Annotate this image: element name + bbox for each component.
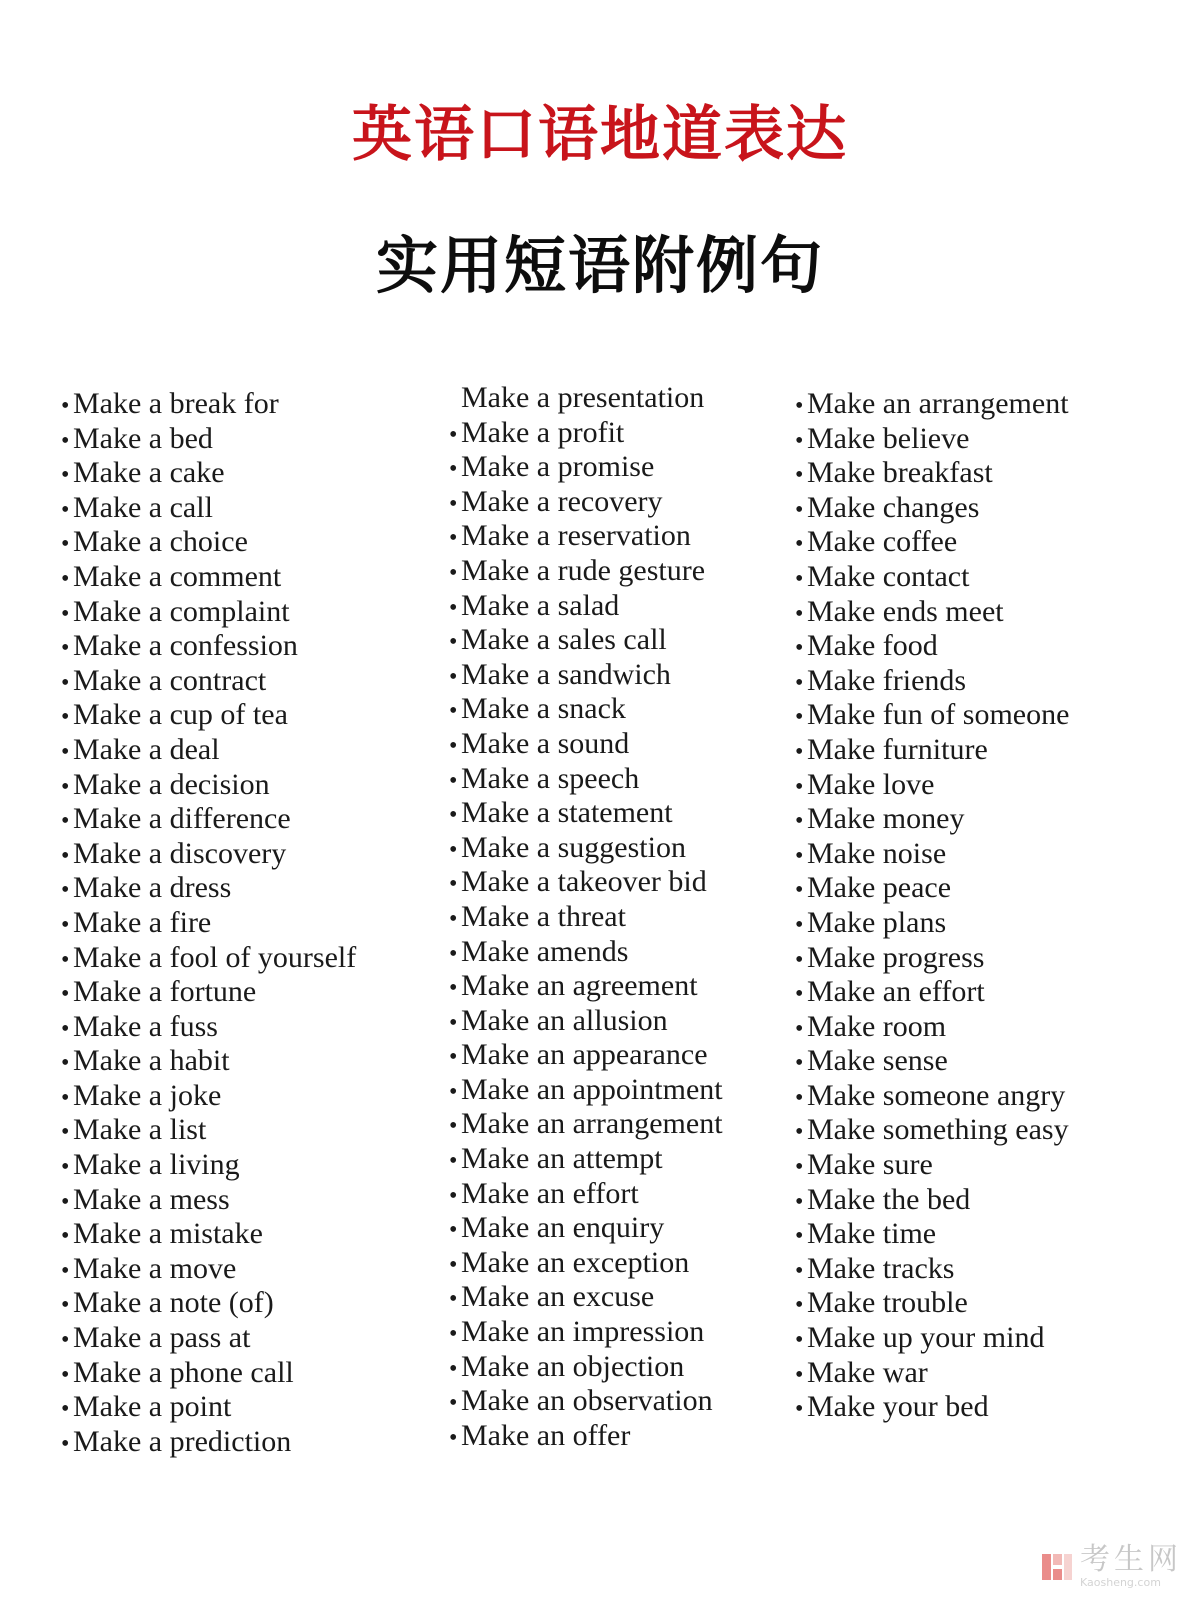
phrase-item <box>795 1287 1069 1322</box>
phrase-text: Make up your mind <box>807 1321 1045 1355</box>
bullet-icon: • <box>449 525 458 552</box>
bullet-icon: • <box>449 1148 458 1175</box>
bullet-icon: • <box>449 1009 458 1036</box>
page-subtitle: 实用短语附例句 <box>375 229 824 302</box>
bullet-icon: • <box>61 669 70 696</box>
phrase-text: Make a prediction <box>73 1424 292 1458</box>
phrase-item <box>449 1178 723 1213</box>
bullet-icon: • <box>795 1119 804 1146</box>
bullet-icon: • <box>449 559 458 586</box>
bullet-icon: • <box>61 1084 70 1111</box>
phrase-text: Make a recovery <box>461 484 663 518</box>
phrase-item <box>449 417 723 452</box>
phrase-text: Make a profit <box>461 415 625 449</box>
phrase-text: Make a sandwich <box>461 657 671 691</box>
phrase-text: Make a list <box>73 1113 207 1147</box>
phrase-item <box>795 1045 1069 1080</box>
phrase-text: Make a fortune <box>73 975 257 1009</box>
phrase-item <box>795 1218 1069 1253</box>
phrase-item <box>449 728 723 763</box>
phrase-item <box>795 457 1069 492</box>
phrase-text: Make a pass at <box>73 1321 251 1355</box>
bullet-icon: • <box>61 1050 70 1077</box>
phrase-text: Make war <box>807 1355 928 1389</box>
phrase-item <box>449 763 723 798</box>
phrase-text: Make a phone call <box>73 1355 294 1389</box>
bullet-icon: • <box>795 1396 804 1423</box>
bullet-icon: • <box>449 871 458 898</box>
bullet-icon: • <box>795 393 804 419</box>
phrase-item <box>795 1149 1069 1184</box>
phrase-text: Make a snack <box>461 692 626 726</box>
phrase-item <box>61 838 356 873</box>
phrase-item <box>449 832 723 867</box>
phrase-item <box>795 734 1069 769</box>
phrase-item <box>449 659 723 694</box>
phrase-item <box>61 1011 356 1046</box>
bullet-icon: • <box>61 1361 70 1388</box>
phrase-item <box>795 907 1069 942</box>
phrase-item <box>61 665 356 700</box>
bullet-icon: • <box>449 732 458 759</box>
phrase-text: Make a break for <box>73 387 279 420</box>
phrase-text: Make an enquiry <box>461 1211 665 1245</box>
watermark-name: 考生网 <box>1080 1542 1182 1577</box>
bullet-icon: • <box>449 1217 458 1244</box>
phrase-item <box>449 1385 723 1420</box>
phrase-item <box>795 630 1069 665</box>
phrase-column-3 <box>795 388 1069 1426</box>
phrase-text: Make a salad <box>461 588 620 622</box>
phrase-item <box>61 942 356 977</box>
phrase-item <box>795 423 1069 458</box>
phrase-text: Make plans <box>807 905 947 939</box>
phrase-text: Make the bed <box>807 1182 971 1216</box>
bullet-icon: • <box>61 946 70 973</box>
bullet-icon: • <box>61 1292 70 1319</box>
bullet-icon: • <box>61 1119 70 1146</box>
phrase-item <box>61 1045 356 1080</box>
bullet-icon: • <box>449 767 458 794</box>
bullet-icon: • <box>449 802 458 829</box>
phrase-item <box>449 1351 723 1386</box>
bullet-icon: • <box>795 1050 804 1077</box>
phrase-item <box>449 1039 723 1074</box>
phrase-item <box>61 872 356 907</box>
phrase-item <box>795 699 1069 734</box>
phrase-item <box>449 451 723 486</box>
bullet-icon: • <box>449 629 458 656</box>
phrase-item <box>449 1005 723 1040</box>
phrase-item <box>795 872 1069 907</box>
phrase-item <box>795 942 1069 977</box>
bullet-icon: • <box>449 1390 458 1417</box>
phrase-item <box>449 866 723 901</box>
phrase-item <box>795 976 1069 1011</box>
phrase-text: Make love <box>807 767 935 801</box>
phrase-text: Make amends <box>461 934 629 968</box>
phrase-item <box>449 486 723 521</box>
phrase-text: Make an attempt <box>461 1142 663 1176</box>
phrase-text: Make contact <box>807 559 970 593</box>
phrase-item <box>61 803 356 838</box>
phrase-text: Make an arrangement <box>461 1107 723 1141</box>
phrase-text: Make a fuss <box>73 1009 218 1043</box>
phrase-item <box>61 1080 356 1115</box>
phrase-text: Make a mess <box>73 1182 230 1216</box>
phrase-item <box>61 388 356 423</box>
bullet-icon: • <box>795 808 804 835</box>
bullet-icon: • <box>61 393 70 419</box>
phrase-item <box>61 1391 356 1426</box>
phrase-item <box>449 382 723 417</box>
phrase-item <box>449 1108 723 1143</box>
phrase-item <box>795 492 1069 527</box>
phrase-text: Make an appearance <box>461 1038 708 1072</box>
bullet-icon: • <box>795 877 804 904</box>
phrase-item <box>61 457 356 492</box>
phrase-text: Make someone angry <box>807 1078 1066 1112</box>
phrase-text: Make breakfast <box>807 456 993 490</box>
phrase-item <box>795 1391 1069 1426</box>
phrase-item <box>61 734 356 769</box>
bullet-icon: • <box>61 877 70 904</box>
bullet-icon: • <box>61 565 70 592</box>
phrase-text: Make money <box>807 802 965 836</box>
phrase-item <box>449 693 723 728</box>
phrase-item <box>449 590 723 625</box>
phrase-text: Make a fire <box>73 905 212 939</box>
phrase-item <box>61 907 356 942</box>
phrase-text: Make time <box>807 1217 937 1251</box>
bullet-icon: • <box>61 600 70 627</box>
phrase-item <box>449 1281 723 1316</box>
phrase-text: Make a rude gesture <box>461 553 706 587</box>
phrase-text: Make a fool of yourself <box>73 940 357 974</box>
bullet-icon: • <box>61 1430 70 1457</box>
bullet-icon: • <box>795 669 804 696</box>
bullet-icon: • <box>61 842 70 869</box>
bullet-icon: • <box>795 1084 804 1111</box>
phrase-item <box>61 769 356 804</box>
phrase-item <box>795 561 1069 596</box>
bullet-icon: • <box>795 427 804 454</box>
phrase-text: Make room <box>807 1009 947 1043</box>
phrase-text: Make a point <box>73 1390 232 1424</box>
phrase-item <box>449 797 723 832</box>
bullet-icon: • <box>795 738 804 765</box>
phrase-text: Make a sound <box>461 726 630 760</box>
phrase-text: Make a sales call <box>461 623 667 657</box>
bullet-icon: • <box>795 1223 804 1250</box>
phrase-item <box>61 492 356 527</box>
bullet-icon: • <box>449 1355 458 1382</box>
phrase-item <box>795 1011 1069 1046</box>
phrase-text: Make a deal <box>73 732 220 766</box>
phrase-item <box>61 1184 356 1219</box>
bullet-icon: • <box>795 1257 804 1284</box>
phrase-item <box>61 526 356 561</box>
bullet-icon: • <box>61 1188 70 1215</box>
bullet-icon: • <box>61 704 70 731</box>
phrase-item <box>61 1253 356 1288</box>
phrase-text: Make noise <box>807 836 947 870</box>
phrase-item <box>449 1247 723 1282</box>
phrase-item <box>795 769 1069 804</box>
bullet-icon: • <box>795 600 804 627</box>
bullet-icon: • <box>61 738 70 765</box>
phrase-text: Make a call <box>73 490 213 524</box>
phrase-text: Make an agreement <box>461 969 698 1003</box>
phrase-item <box>449 1316 723 1351</box>
bullet-icon: • <box>61 496 70 523</box>
phrase-text: Make a reservation <box>461 519 691 553</box>
phrase-text: Make an objection <box>461 1349 685 1383</box>
phrase-text: Make a speech <box>461 761 640 795</box>
phrase-text: Make a threat <box>461 899 626 933</box>
phrase-item <box>795 1322 1069 1357</box>
bullet-icon: • <box>61 981 70 1008</box>
phrase-text: Make a decision <box>73 767 270 801</box>
phrase-item <box>449 1212 723 1247</box>
phrase-text: Make an effort <box>461 1176 639 1210</box>
bullet-icon: • <box>61 911 70 938</box>
page-title: 英语口语地道表达 <box>352 100 848 170</box>
phrase-item <box>449 555 723 590</box>
bullet-icon: • <box>61 427 70 454</box>
phrase-text: Make an appointment <box>461 1072 723 1106</box>
bullet-icon: • <box>61 1223 70 1250</box>
site-logo-icon <box>1040 1550 1074 1584</box>
bullet-icon: • <box>795 1188 804 1215</box>
bullet-icon: • <box>449 456 458 483</box>
phrase-text: Make a complaint <box>73 594 290 628</box>
bullet-icon: • <box>795 635 804 662</box>
phrase-column-1 <box>61 388 356 1460</box>
phrase-text: Make fun of someone <box>807 698 1070 732</box>
phrase-text: Make a bed <box>73 421 213 455</box>
phrase-item <box>61 1357 356 1392</box>
phrase-text: Make a comment <box>73 559 282 593</box>
watermark-url: Kaosheng.com <box>1080 1576 1161 1589</box>
bullet-icon: • <box>795 911 804 938</box>
phrase-text: Make changes <box>807 490 980 524</box>
phrase-item <box>795 1184 1069 1219</box>
phrase-text: Make a discovery <box>73 836 287 870</box>
bullet-icon: • <box>449 421 458 448</box>
phrase-text: Make friends <box>807 663 967 697</box>
bullet-icon: • <box>795 1361 804 1388</box>
phrase-text: Make a joke <box>73 1078 222 1112</box>
phrase-item <box>61 596 356 631</box>
phrase-item <box>61 630 356 665</box>
phrase-text: Make a cup of tea <box>73 698 288 732</box>
bullet-icon: • <box>795 565 804 592</box>
bullet-icon: • <box>61 1154 70 1181</box>
bullet-icon: • <box>795 462 804 489</box>
phrase-item <box>61 1426 356 1461</box>
bullet-icon: • <box>449 1251 458 1278</box>
phrase-text: Make a contract <box>73 663 267 697</box>
bullet-icon: • <box>449 698 458 725</box>
phrase-item <box>61 1322 356 1357</box>
phrase-text: Make an observation <box>461 1384 713 1418</box>
bullet-icon: • <box>795 1015 804 1042</box>
phrase-item <box>795 596 1069 631</box>
bullet-icon: • <box>795 1292 804 1319</box>
phrase-text: Make an excuse <box>461 1280 655 1314</box>
bullet-icon: • <box>449 1424 458 1451</box>
bullet-icon: • <box>795 946 804 973</box>
phrase-item <box>449 520 723 555</box>
phrase-text: Make an arrangement <box>807 387 1069 420</box>
phrase-text: Make a dress <box>73 871 232 905</box>
phrase-text: Make a statement <box>461 796 673 830</box>
phrase-item <box>61 1218 356 1253</box>
phrase-item <box>795 1080 1069 1115</box>
bullet-icon: • <box>61 1396 70 1423</box>
phrase-text: Make a choice <box>73 525 248 559</box>
phrase-item <box>61 1149 356 1184</box>
bullet-icon: • <box>449 1078 458 1105</box>
bullet-icon: • <box>61 808 70 835</box>
bullet-icon: • <box>61 1015 70 1042</box>
bullet-icon: • <box>795 704 804 731</box>
phrase-item <box>61 976 356 1011</box>
phrase-text: Make your bed <box>807 1390 989 1424</box>
bullet-icon: • <box>61 462 70 489</box>
phrase-item <box>795 526 1069 561</box>
phrase-item <box>795 1114 1069 1149</box>
bullet-icon: • <box>61 1257 70 1284</box>
phrase-item <box>795 1357 1069 1392</box>
phrase-item <box>795 1253 1069 1288</box>
bullet-icon: • <box>795 496 804 523</box>
phrase-text: Make a note (of) <box>73 1286 274 1320</box>
bullet-icon: • <box>61 773 70 800</box>
phrase-text: Make a mistake <box>73 1217 263 1251</box>
phrase-text: Make sure <box>807 1148 933 1182</box>
phrase-text: Make an offer <box>461 1418 631 1452</box>
phrase-text: Make tracks <box>807 1251 955 1285</box>
bullet-icon: • <box>449 1113 458 1140</box>
bullet-icon: • <box>61 1327 70 1354</box>
bullet-icon: • <box>449 940 458 967</box>
phrase-item <box>795 388 1069 423</box>
bullet-icon: • <box>795 842 804 869</box>
bullet-icon: • <box>449 663 458 690</box>
phrase-text: Make a move <box>73 1251 237 1285</box>
bullet-icon: • <box>449 490 458 517</box>
phrase-item <box>61 699 356 734</box>
phrase-text: Make a suggestion <box>461 830 686 864</box>
phrase-item <box>795 665 1069 700</box>
phrase-text: Make something easy <box>807 1113 1069 1147</box>
bullet-icon: • <box>449 836 458 863</box>
phrase-item <box>61 561 356 596</box>
phrase-text: Make an effort <box>807 975 985 1009</box>
phrase-text: Make a living <box>73 1148 240 1182</box>
bullet-icon: • <box>449 1321 458 1348</box>
phrase-item <box>61 1287 356 1322</box>
phrase-text: Make a cake <box>73 456 225 490</box>
bullet-icon: • <box>795 773 804 800</box>
phrase-text: Make a confession <box>73 629 298 663</box>
phrase-item <box>449 1074 723 1109</box>
phrase-item <box>449 1143 723 1178</box>
bullet-icon: • <box>61 635 70 662</box>
phrase-column-2 <box>449 382 723 1454</box>
bullet-icon: • <box>449 594 458 621</box>
phrase-text: Make sense <box>807 1044 948 1078</box>
phrase-item <box>449 901 723 936</box>
bullet-icon: • <box>795 981 804 1008</box>
phrase-text: Make trouble <box>807 1286 968 1320</box>
phrase-item <box>449 624 723 659</box>
phrase-text: Make a difference <box>73 802 291 836</box>
phrase-text: Make an exception <box>461 1245 690 1279</box>
bullet-icon: • <box>449 975 458 1002</box>
phrase-item <box>795 838 1069 873</box>
bullet-icon: • <box>449 1182 458 1209</box>
phrase-item <box>449 1420 723 1455</box>
phrase-text: Make a presentation <box>461 381 705 414</box>
bullet-icon: • <box>795 531 804 558</box>
bullet-icon: • <box>449 1286 458 1313</box>
watermark <box>1040 1542 1182 1589</box>
phrase-text: Make peace <box>807 871 952 905</box>
bullet-icon: • <box>795 1327 804 1354</box>
phrase-text: Make an allusion <box>461 1003 668 1037</box>
phrase-text: Make a promise <box>461 450 655 484</box>
phrase-text: Make coffee <box>807 525 958 559</box>
bullet-icon: • <box>795 1154 804 1181</box>
phrase-item <box>449 936 723 971</box>
phrase-text: Make food <box>807 629 938 663</box>
phrase-text: Make a takeover bid <box>461 865 707 899</box>
phrase-item <box>61 423 356 458</box>
phrase-item <box>795 803 1069 838</box>
phrase-text: Make a habit <box>73 1044 230 1078</box>
phrase-text: Make ends meet <box>807 594 1004 628</box>
bullet-icon: • <box>449 905 458 932</box>
phrase-text: Make progress <box>807 940 985 974</box>
phrase-item <box>449 970 723 1005</box>
phrase-item <box>61 1114 356 1149</box>
phrase-text: Make furniture <box>807 732 988 766</box>
phrase-text: Make believe <box>807 421 970 455</box>
bullet-icon: • <box>449 1044 458 1071</box>
phrase-text: Make an impression <box>461 1315 705 1349</box>
bullet-icon: • <box>61 531 70 558</box>
